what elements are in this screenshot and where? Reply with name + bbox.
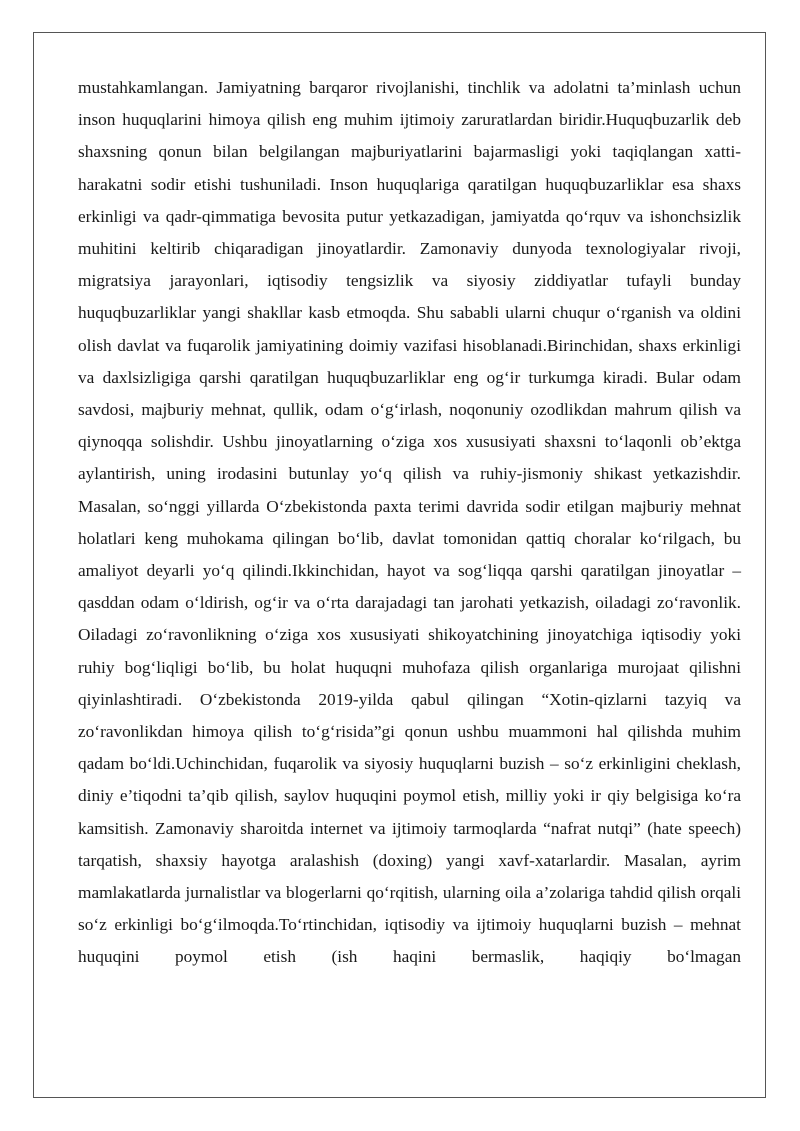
body-paragraph: mustahkamlangan. Jamiyatning barqaror rivojlanishi, tinchlik va adolatni ta’minlash uchun inson huquqlarini himoya qilish eng muhim ijtimoiy zaruratlardan biridir.Huquqbuzarlik deb shaxsning qonun bilan belgilangan majburiyatlarini bajarmasligi yoki taqiqlangan xatti-harakatni sodir etishi tushuniladi. Inson huquqlariga qaratilgan huquqbuzarliklar esa shaxs erkinligi va qadr-qimmatiga bevosita putur yetkazadigan, jamiyatda qo‘rquv va ishonchsizlik muhitini keltirib chiqaradigan jinoyatlardir. Zamonaviy dunyoda texnologiyalar rivoji, migratsiya jarayonlari, iqtisodiy tengsizlik va siyosiy ziddiyatlar tufayli bunday huquqbuzarliklar yangi shakllar kasb etmoqda. Shu sababli ularni chuqur o‘rganish va oldini olish davlat va fuqarolik jamiyatining doimiy vazifasi hisoblanadi.Birinchidan, shaxs erkinligi va daxlsizligiga qarshi qaratilgan huquqbuzarliklar eng og‘ir turkumga kiradi. Bular odam savdosi, majburiy mehnat, qullik, odam o‘g‘irlash, noqonuniy ozodlikdan mahrum qilish va qiynoqqa solishdir. Ushbu jinoyatlarning o‘ziga xos xususiyati shaxsni to‘laqonli ob’ektga aylantirish, uning irodasini butunlay yo‘q qilish va ruhiy-jismoniy shikast yetkazishdir. Masalan, so‘nggi yillarda O‘zbekistonda paxta terimi davrida sodir etilgan majburiy mehnat holatlari keng muhokama qilingan bo‘lib, davlat tomonidan qattiq choralar ko‘rilgach, bu amaliyot deyarli yo‘q qilindi.Ikkinchidan, hayot va sog‘liqqa qarshi qaratilgan jinoyatlar – qasddan odam o‘ldirish, og‘ir va o‘rta darajadagi tan jarohati yetkazish, oiladagi zo‘ravonlik. Oiladagi zo‘ravonlikning o‘ziga xos xususiyati shikoyatchining jinoyatchiga iqtisodiy yoki ruhiy bog‘liqligi bo‘lib, bu holat huquqni muhofaza qilish organlariga murojaat qilishni qiyinlashtiradi. O‘zbekistonda 2019-yilda qabul qilingan “Xotin-qizlarni tazyiq va zo‘ravonlikdan himoya qilish to‘g‘risida”gi qonun ushbu muammoni hal qilishda muhim qadam bo‘ldi.Uchinchidan, fuqarolik va siyosiy huquqlarni buzish – so‘z erkinligini cheklash, diniy e’tiqodni ta’qib qilish, saylov huquqini poymol etish, milliy yoki ir qiy belgisiga ko‘ra kamsitish. Zamonaviy sharoitda internet va ijtimoiy tarmoqlarda “nafrat nutqi” (hate speech) tarqatish, shaxsiy hayotga aralashish (doxing) yangi xavf-xatarlardir. Masalan, ayrim mamlakatlarda jurnalistlar va blogerlarni qo‘rqitish, ularning oila a’zolariga tahdid qilish orqali so‘z erkinligi bo‘g‘ilmoqda.To‘rtinchidan, iqtisodiy va ijtimoiy huquqlarni buzish – mehnat huquqini poymol etish (ish haqini bermaslik, haqiqiy bo‘lmagan bbox=[78, 78, 741, 967]
